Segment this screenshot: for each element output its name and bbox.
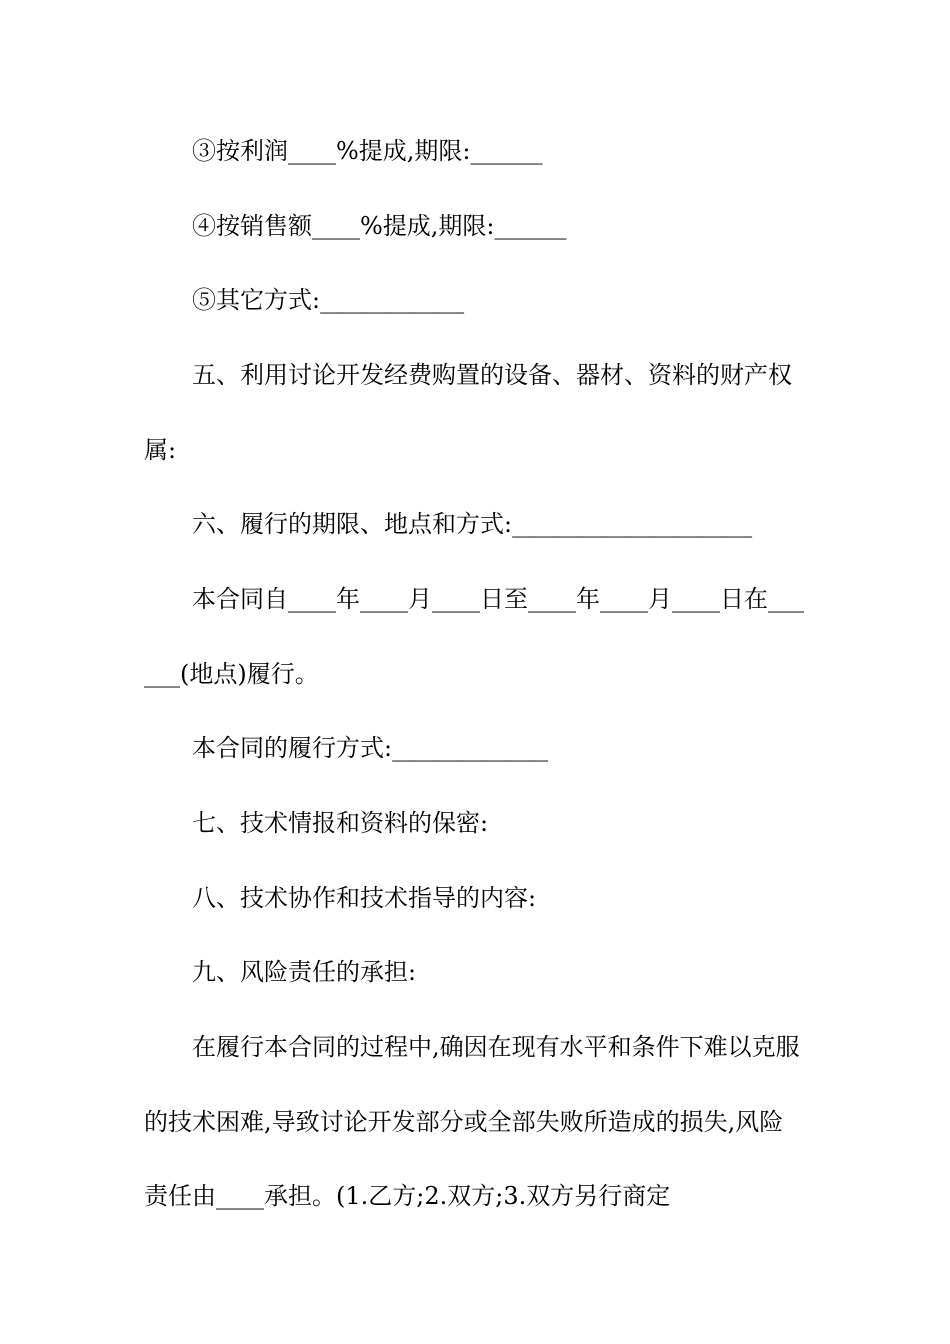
text-line-14: 的技术困难,导致讨论开发部分或全部失败所造成的损失,风险 xyxy=(144,1108,784,1136)
text-line-13: 在履行本合同的过程中,确因在现有水平和条件下难以克服 xyxy=(192,1033,800,1061)
text-line-7: 本合同自____年____月____日至____年____月____日在___ xyxy=(192,585,804,613)
text-line-3: ⑤其它方式:____________ xyxy=(192,286,465,314)
text-line-10: 七、技术情报和资料的保密: xyxy=(192,809,489,837)
text-line-15: 责任由____承担。(1.乙方;2.双方;3.双方另行商定 xyxy=(144,1182,671,1210)
text-line-12: 九、风险责任的承担: xyxy=(192,958,417,986)
text-line-1: ③按利润____%提成,期限:______ xyxy=(192,137,543,165)
text-line-11: 八、技术协作和技术指导的内容: xyxy=(192,884,537,912)
text-line-4: 五、利用讨论开发经费购置的设备、器材、资料的财产权 xyxy=(192,361,792,389)
text-line-2: ④按销售额____%提成,期限:______ xyxy=(192,212,567,240)
text-line-8: ___(地点)履行。 xyxy=(144,660,319,688)
text-line-6: 六、履行的期限、地点和方式:____________________ xyxy=(192,510,753,538)
text-line-5: 属: xyxy=(144,436,177,464)
text-line-9: 本合同的履行方式:_____________ xyxy=(192,734,549,762)
